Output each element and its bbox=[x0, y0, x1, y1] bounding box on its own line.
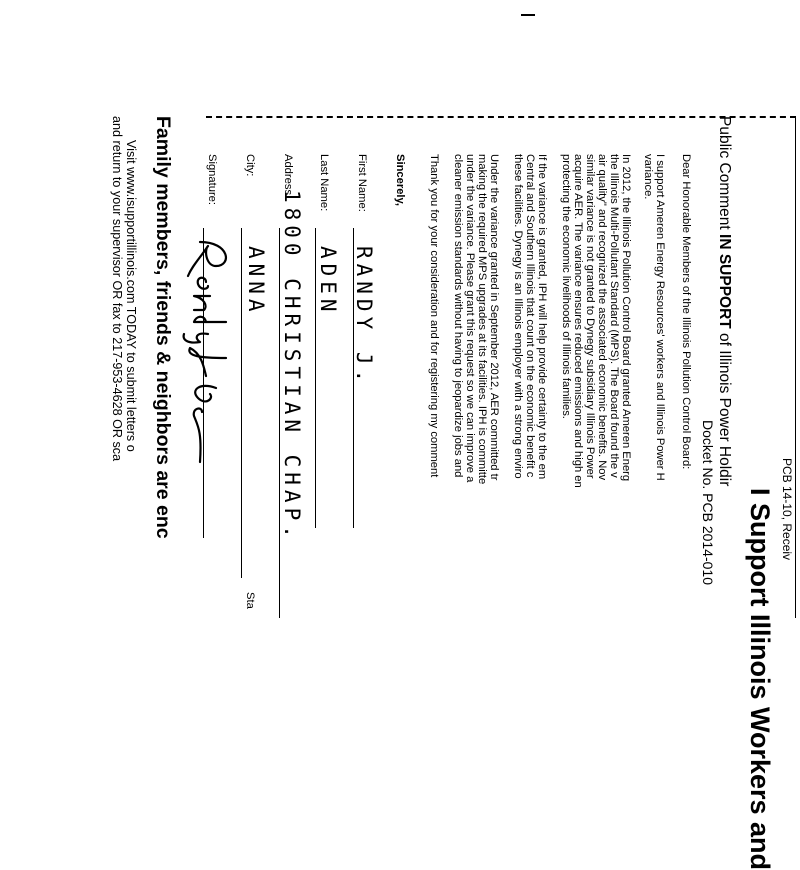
history-line-2: the Illinois Multi-Pollutant Standard (MPS). The Board found the v bbox=[608, 154, 620, 478]
footer-instructions-line-2: and return to your supervisor OR fax to 217-953-4628 OR sca bbox=[110, 116, 124, 462]
certainty-line-2: Central and Southern Illinois that count on the economic benefit c bbox=[524, 154, 536, 478]
address-label: Address: bbox=[282, 154, 294, 199]
state-label: Sta bbox=[244, 592, 256, 609]
city-label: City: bbox=[244, 154, 256, 177]
header-rule bbox=[795, 116, 796, 618]
history-line-5: acquire AER. The variance ensures reduced emissions and high en bbox=[572, 154, 584, 488]
salutation: Dear Honorable Members of the Illinois Pollution Control Board: bbox=[680, 154, 692, 470]
page-title: I Support Illinois Workers and bbox=[745, 488, 775, 870]
first-name-label: First Name: bbox=[356, 154, 368, 212]
signature-label: Signature: bbox=[206, 154, 218, 205]
last-name-label: Last Name: bbox=[318, 154, 330, 212]
dashed-border bbox=[206, 116, 796, 118]
history-line-3: air quality" and recognized the associated economic benefits. Nov bbox=[596, 154, 608, 481]
address-value: 1800 CHRISTIAN CHAP. bbox=[280, 190, 304, 543]
commitment-line-4: cleaner emission standards without having to jeopardize jobs and bbox=[452, 154, 464, 478]
footer-banner: Family members, friends & neighbors are enc bbox=[152, 116, 174, 539]
scan-dash-mark bbox=[521, 14, 535, 16]
certainty-line-1: If the variance is granted, IPH will help provide certainty to the em bbox=[536, 154, 548, 480]
subtitle bbox=[715, 116, 733, 486]
footer-instructions-line-1: Visit www.isupportillinois.com TODAY to submit letters o bbox=[124, 140, 138, 452]
subtitle-emphasis: IN SUPPORT bbox=[716, 234, 733, 329]
last-name-value: ADEN bbox=[316, 246, 340, 317]
history-line-1: In 2012, the Illinois Pollution Control Board granted Ameren Energ bbox=[620, 154, 632, 482]
subtitle-prefix: Public Comment bbox=[716, 116, 733, 235]
commitment-line-3: under the variance. Please grant this request so we can improve a bbox=[464, 154, 476, 483]
docket-number: Docket No. PCB 2014-010 bbox=[700, 420, 716, 585]
history-line-4: similar variance is not granted to Dynegy subsidiary Illinois Power bbox=[584, 154, 596, 479]
handwritten-signature bbox=[180, 236, 240, 466]
history-line-6: protecting the economic livelihoods of Illinois families. bbox=[560, 154, 572, 419]
thanks-line: Thank you for your consideration and for registering my comment bbox=[428, 154, 440, 478]
closing: Sincerely, bbox=[394, 154, 406, 207]
docket-stamp: PCB 14-10, Receiv bbox=[780, 458, 794, 561]
certainty-line-3: these facilities. Dynegy is an Illinois employer with a strong enviro bbox=[512, 154, 524, 479]
support-line-1: I support Ameren Energy Resources' workers and Illinois Power H bbox=[654, 154, 666, 481]
support-line-2: variance. bbox=[642, 154, 654, 200]
city-line bbox=[241, 228, 242, 578]
commitment-line-2: making the required MPS upgrades at its facilities. IPH is committe bbox=[476, 154, 488, 485]
subtitle-suffix: of Illinois Power Holdir bbox=[716, 328, 733, 487]
city-value: ANNA bbox=[244, 246, 268, 317]
commitment-line-1: Under the variance granted in September 2012, AER committed tr bbox=[488, 154, 500, 481]
first-name-value: RANDY J. bbox=[352, 246, 376, 388]
